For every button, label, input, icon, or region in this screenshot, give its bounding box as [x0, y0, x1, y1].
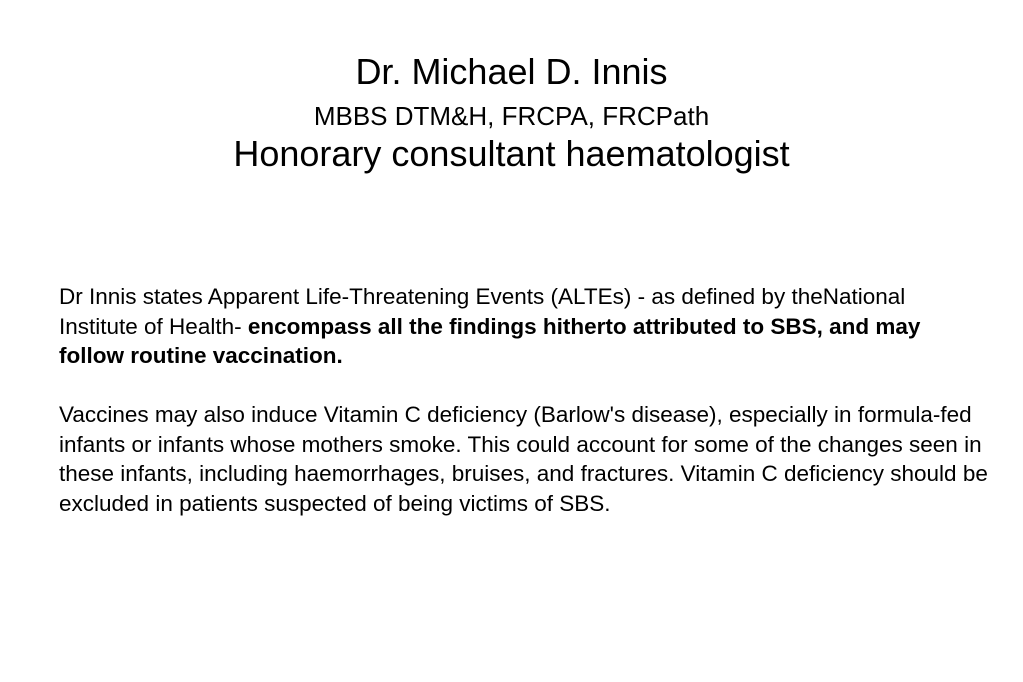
paragraph-altes-intro: Dr Innis states Apparent Life-Threatening Events (ALTEs) - as defined by theNational Institute of Health-	[59, 284, 906, 339]
credentials: MBBS DTM&H, FRCPA, FRCPath	[313, 101, 710, 131]
paragraph-altes-emphasis: encompass all the findings hitherto attributed to SBS, and may follow routine vaccination.	[59, 313, 921, 368]
title-block	[0, 50, 1023, 176]
body-text	[59, 282, 989, 518]
job-title: Honorary consultant haematologist	[233, 133, 790, 174]
paragraph-vitamin-c: Vaccines may also induce Vitamin C deficiency (Barlow's disease), especially in formula-fed infants or infants whose mothers smoke. This could account for some of the changes seen in these infants, including haemorrhages, bruises, and fractures. Vitamin C deficiency should be excluded in patients suspected of being victims of SBS.	[59, 402, 988, 516]
paragraph-altes	[59, 282, 989, 371]
doctor-name: Dr. Michael D. Innis	[355, 51, 668, 92]
